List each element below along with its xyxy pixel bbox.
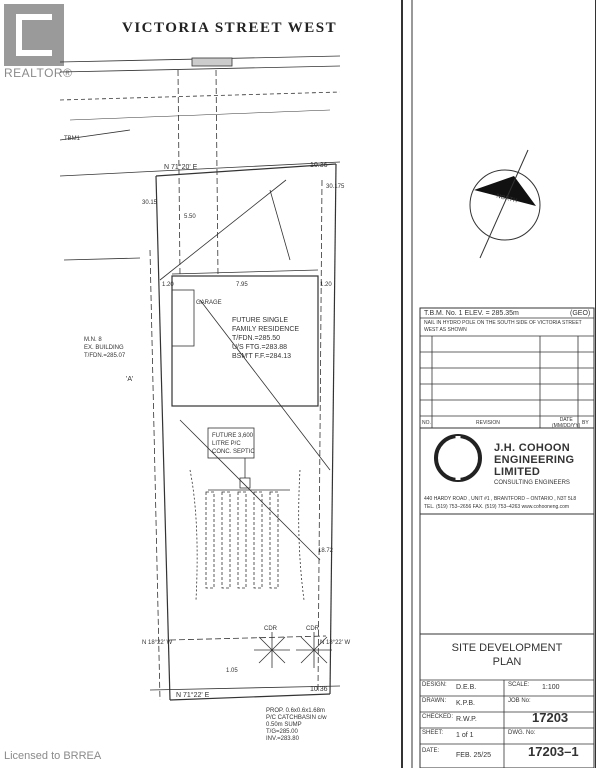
revision-by-header: BY bbox=[582, 420, 589, 426]
firm-address: 440 HARDY ROAD , UNIT #1 , BRANTFORD – ONTARIO , N3T 5L8 bbox=[424, 496, 577, 502]
drawing-title-line2: PLAN bbox=[492, 656, 522, 668]
dimension-setback: 5.50 bbox=[184, 214, 196, 220]
dwg-label: DWG. No: bbox=[508, 730, 536, 736]
dimension-side-right: 1.20 bbox=[320, 282, 332, 288]
realtor-logo-text: REALTOR® bbox=[4, 66, 73, 80]
tbm-note-2: WEST AS SHOWN bbox=[424, 327, 467, 333]
dwg-value: 17203–1 bbox=[528, 744, 579, 759]
tbm-label: TBM1 bbox=[64, 136, 81, 142]
design-label: DESIGN: bbox=[422, 682, 447, 688]
sheet-label: SHEET: bbox=[422, 730, 444, 736]
firm-subtitle: CONSULTING ENGINEERS bbox=[494, 480, 570, 486]
dimension-top: 10.36 bbox=[310, 162, 328, 169]
firm-name-line2: ENGINEERING bbox=[494, 454, 575, 466]
residence-label: FUTURE SINGLE FAMILY RESIDENCE T/FDN.=285.50 U/S FTG.=283.88 BSM'T F.F.=284.13 bbox=[232, 317, 300, 360]
bearing-bottom: N 71°22' E bbox=[176, 692, 210, 699]
license-watermark: Licensed to BRREA bbox=[4, 750, 102, 762]
dimension-bottom-small: 1.05 bbox=[226, 668, 238, 674]
bearing-left: N 18°22' W bbox=[142, 640, 173, 646]
dimension-width: 7.95 bbox=[236, 282, 248, 288]
drawing-title-line1: SITE DEVELOPMENT bbox=[451, 642, 563, 654]
firm-phone: TEL. (519) 753–2656 FAX. (519) 753–4263 www.cohooneng.com bbox=[424, 504, 570, 510]
tbm-elevation: T.B.M. No. 1 ELEV. = 285.35m bbox=[424, 310, 519, 317]
firm-name-line1: J.H. COHOON bbox=[494, 442, 571, 454]
checked-label: CHECKED: bbox=[422, 714, 454, 720]
drawn-label: DRAWN: bbox=[422, 698, 447, 704]
tbm-note-1: NAIL IN HYDRO POLE ON THE SOUTH SIDE OF VICTORIA STREET bbox=[424, 320, 582, 326]
bearing-right: N 18°22' W bbox=[320, 640, 351, 646]
dimension-left: 30.15 bbox=[142, 200, 158, 206]
scale-value: 1:100 bbox=[542, 684, 560, 691]
date-label: DATE: bbox=[422, 748, 440, 754]
cdr-label-2: CDR bbox=[306, 626, 319, 632]
dimension-rear: 18.72 bbox=[318, 548, 334, 554]
dimension-bottom: 10.36 bbox=[310, 686, 328, 693]
date-value: FEB. 25/25 bbox=[456, 752, 492, 759]
cdr-label-1: CDR bbox=[264, 626, 277, 632]
firm-name-line3: LIMITED bbox=[494, 466, 541, 478]
septic-label: FUTURE 3,600 LITRE P/C CONC. SEPTIC bbox=[212, 433, 255, 455]
bearing-top: N 71°20' E bbox=[164, 164, 198, 171]
garage-label: GARAGE bbox=[196, 300, 222, 306]
dimension-right: 30.175 bbox=[326, 184, 345, 190]
design-value: D.E.B. bbox=[456, 684, 477, 691]
north-label: NORTH bbox=[495, 193, 518, 205]
revision-date-header: DATE (MM/DD/YY) bbox=[552, 417, 581, 429]
neighbour-label: M.N. 8 EX. BUILDING T/FDN.=285.07 bbox=[84, 337, 126, 359]
street-name: VICTORIA STREET WEST bbox=[122, 20, 338, 36]
dimension-side-left: 1.20 bbox=[162, 282, 174, 288]
scale-label: SCALE: bbox=[508, 682, 530, 688]
job-value: 17203 bbox=[532, 710, 569, 725]
sheet-value: 1 of 1 bbox=[456, 732, 474, 739]
revision-no-header: NO. bbox=[422, 420, 431, 426]
tbm-geo: (GEO) bbox=[570, 310, 591, 317]
revision-header: REVISION bbox=[476, 420, 500, 426]
section-marker: 'A' bbox=[126, 376, 134, 383]
drawn-value: K.P.B. bbox=[456, 700, 475, 707]
checked-value: R.W.P. bbox=[456, 716, 477, 723]
job-label: JOB No: bbox=[508, 698, 531, 704]
catchbasin-label: PROP. 0.6x0.6x1.68m P/C CATCHBASIN c/w 0.50m SUMP T/G=285.00 INV.=283.80 bbox=[266, 708, 327, 742]
